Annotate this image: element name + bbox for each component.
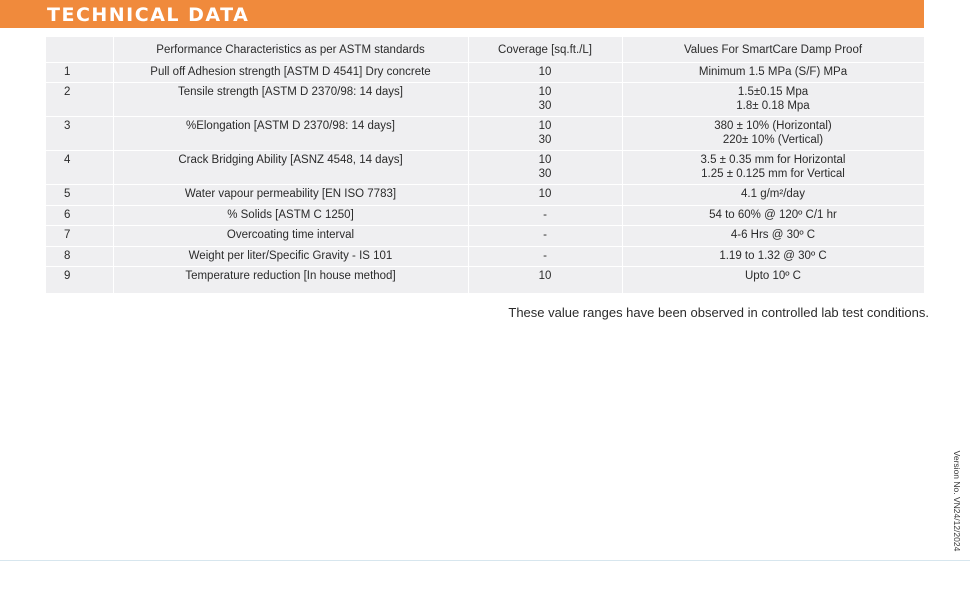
coverage-line: 10: [538, 270, 552, 282]
row-value: [622, 62, 924, 83]
coverage-line: 10: [538, 120, 552, 132]
row-characteristic: Tensile strength [ASTM D 2370/98: 14 days]: [113, 83, 468, 117]
coverage-line: 30: [538, 133, 552, 146]
coverage-line: 30: [538, 99, 552, 112]
table-row: [46, 62, 924, 83]
table-row: [46, 246, 924, 267]
row-number: 7: [46, 226, 113, 247]
coverage-line: 10: [538, 188, 552, 200]
row-characteristic: Crack Bridging Ability [ASNZ 4548, 14 days]: [113, 151, 468, 185]
value-line: 54 to 60% @ 120º C/1 hr: [709, 208, 837, 221]
row-value: [622, 226, 924, 247]
lab-conditions-note: These value ranges have been observed in controlled lab test conditions.: [508, 305, 929, 320]
row-number: 2: [46, 83, 113, 117]
row-coverage: [468, 151, 622, 185]
row-coverage: [468, 246, 622, 267]
value-line: Minimum 1.5 MPa (S/F) MPa: [698, 65, 848, 78]
value-line: 3.5 ± 0.35 mm for Horizontal: [700, 154, 846, 166]
row-coverage: [468, 83, 622, 117]
row-characteristic: Water vapour permeability [EN ISO 7783]: [113, 185, 468, 206]
row-value: [622, 151, 924, 185]
value-line: Upto 10º C: [745, 270, 801, 282]
row-value: [622, 185, 924, 206]
column-header-number: [46, 37, 113, 62]
table-header-row: [46, 37, 924, 62]
row-coverage: [468, 267, 622, 294]
row-coverage: [468, 226, 622, 247]
value-line: 1.25 ± 0.125 mm for Vertical: [701, 167, 845, 180]
coverage-line: 30: [538, 167, 552, 180]
row-value: [622, 246, 924, 267]
row-value: [622, 117, 924, 151]
row-coverage: [468, 117, 622, 151]
coverage-line: 10: [538, 65, 552, 78]
column-header-characteristic: Performance Characteristics as per ASTM standards: [113, 37, 468, 62]
row-number: 1: [46, 62, 113, 83]
row-coverage: [468, 185, 622, 206]
column-header-value: Values For SmartCare Damp Proof: [622, 37, 924, 62]
coverage-line: -: [543, 229, 547, 241]
version-number: Version No. VN24/12/2024: [952, 450, 962, 552]
footer-divider: [0, 560, 970, 561]
coverage-line: 10: [538, 86, 552, 98]
row-number: 9: [46, 267, 113, 294]
value-line: 1.19 to 1.32 @ 30º C: [719, 249, 827, 262]
value-line: 380 ± 10% (Horizontal): [714, 120, 832, 132]
row-number: 3: [46, 117, 113, 151]
row-coverage: [468, 62, 622, 83]
column-header-coverage: Coverage [sq.ft./L]: [468, 37, 622, 62]
table-row: [46, 151, 924, 185]
row-characteristic: Temperature reduction [In house method]: [113, 267, 468, 294]
row-characteristic: Weight per liter/Specific Gravity - IS 101: [113, 246, 468, 267]
value-line: 1.8± 0.18 Mpa: [736, 99, 810, 112]
table-row: [46, 83, 924, 117]
value-line: 4.1 g/m²/day: [741, 188, 805, 200]
value-line: 220± 10% (Vertical): [722, 133, 824, 146]
table-row: [46, 226, 924, 247]
coverage-line: -: [543, 249, 547, 262]
coverage-line: 10: [538, 154, 552, 166]
technical-data-table: [46, 37, 925, 294]
value-line: 1.5±0.15 Mpa: [737, 86, 809, 98]
row-number: 8: [46, 246, 113, 267]
table-row: [46, 267, 924, 294]
row-value: [622, 267, 924, 294]
value-line: 4-6 Hrs @ 30º C: [730, 229, 816, 241]
coverage-line: -: [543, 208, 547, 221]
row-number: 6: [46, 205, 113, 226]
row-value: [622, 205, 924, 226]
row-value: [622, 83, 924, 117]
row-characteristic: Pull off Adhesion strength [ASTM D 4541] Dry concrete: [113, 62, 468, 83]
table-row: [46, 117, 924, 151]
row-characteristic: % Solids [ASTM C 1250]: [113, 205, 468, 226]
row-coverage: [468, 205, 622, 226]
row-number: 4: [46, 151, 113, 185]
table-row: [46, 205, 924, 226]
row-characteristic: %Elongation [ASTM D 2370/98: 14 days]: [113, 117, 468, 151]
row-number: 5: [46, 185, 113, 206]
section-header-banner: [0, 0, 924, 28]
section-title: TECHNICAL DATA: [47, 4, 250, 26]
table-row: [46, 185, 924, 206]
row-characteristic: Overcoating time interval: [113, 226, 468, 247]
